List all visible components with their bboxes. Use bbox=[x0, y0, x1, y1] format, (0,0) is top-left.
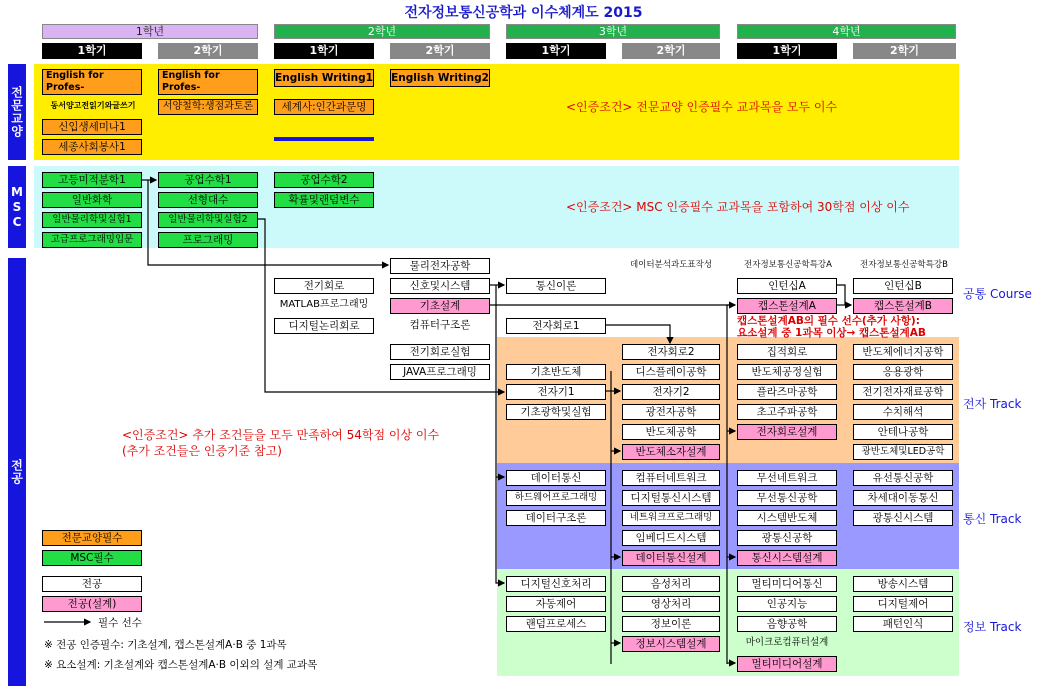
course-data-analysis: 데이터분석과도표작성 bbox=[629, 260, 713, 270]
legend-general: 전문교양필수 bbox=[42, 530, 142, 546]
semester-header: 1학기 bbox=[42, 43, 142, 59]
course-display: 디스플레이공학 bbox=[622, 364, 720, 380]
course-numerical-analysis: 수치해석 bbox=[853, 404, 953, 420]
legend-msc: MSC필수 bbox=[42, 550, 142, 566]
course-classic-reading: 동서양고전읽기와글쓰기 bbox=[50, 101, 136, 110]
course-freshman-seminar: 신입생세미나1 bbox=[42, 119, 142, 135]
course-applied-optics: 응용광학 bbox=[853, 364, 953, 380]
page-title: 전자정보통신공학과 이수체계도 2015 bbox=[404, 5, 643, 21]
course-advanced-programming: 고급프로그래밍입문 bbox=[42, 232, 142, 248]
course-signals-systems: 신호및시스템 bbox=[390, 278, 490, 294]
course-world-history: 세계사:인간과문명 bbox=[274, 99, 374, 115]
course-probability: 확률및랜덤변수 bbox=[274, 192, 374, 208]
semester-header: 1학기 bbox=[274, 43, 374, 59]
course-english-prof-2: English for Profes- bbox=[158, 69, 258, 95]
course-special-topics-a: 전자정보통신공학특강A bbox=[744, 260, 832, 270]
course-english-writing-1: English Writing1 bbox=[274, 69, 374, 87]
legend-major-design: 전공(설계) bbox=[42, 596, 142, 612]
course-speech-processing: 음성처리 bbox=[622, 576, 720, 592]
course-wired-comm: 유선통신공학 bbox=[853, 470, 953, 486]
course-social-service: 세종사회봉사1 bbox=[42, 139, 142, 155]
course-capstone-a: 캡스톤설계A bbox=[737, 298, 837, 314]
course-java: JAVA프로그래밍 bbox=[390, 364, 490, 380]
course-network-programming: 네트워크프로그래밍 bbox=[622, 510, 720, 526]
semester-header: 1학기 bbox=[506, 43, 606, 59]
section-label-major: 전공 bbox=[8, 258, 26, 686]
course-circuit-design: 전자회로설계 bbox=[737, 424, 837, 440]
course-calculus-1: 고등미적분학1 bbox=[42, 172, 142, 188]
track-label-information: 정보 Track bbox=[963, 620, 1022, 634]
semester-header: 1학기 bbox=[737, 43, 837, 59]
course-information-theory: 정보이론 bbox=[622, 616, 720, 632]
course-system-semiconductor: 시스템반도체 bbox=[737, 510, 837, 526]
course-physical-electronics: 물리전자공학 bbox=[390, 258, 490, 274]
course-computer-network: 컴퓨터네트워크 bbox=[622, 470, 720, 486]
capstone-note-2: 요소설계 중 1과목 이상→ 캡스톤설계AB bbox=[737, 327, 926, 339]
course-comm-system-design: 통신시스템설계 bbox=[737, 550, 837, 566]
course-microcomputer-design: 마이크로컴퓨터설계 bbox=[745, 637, 829, 648]
year-4-header: 4학년 bbox=[737, 24, 956, 39]
course-physics-lab-1: 일반물리학및실험1 bbox=[42, 212, 142, 228]
course-digital-comm-system: 디지털통신시스템 bbox=[622, 490, 720, 506]
course-computer-architecture: 컴퓨터구조론 bbox=[409, 319, 471, 331]
track-label-common: 공통 Course bbox=[963, 287, 1032, 301]
course-linear-algebra: 선형대수 bbox=[158, 192, 258, 208]
course-plasma: 플라즈마공학 bbox=[737, 384, 837, 400]
course-circuit: 전기회로 bbox=[274, 278, 374, 294]
track-label-electronic: 전자 Track bbox=[963, 397, 1022, 411]
course-data-comm: 데이터통신 bbox=[506, 470, 606, 486]
course-internship-a: 인턴십A bbox=[737, 278, 837, 294]
course-general-chemistry: 일반화학 bbox=[42, 192, 142, 208]
legend-arrow-label: 필수 선수 bbox=[98, 617, 142, 629]
course-multimedia-comm: 멀티미디어통신 bbox=[737, 576, 837, 592]
course-digital-control: 디지털제어 bbox=[853, 596, 953, 612]
course-basic-design: 기초설계 bbox=[390, 298, 490, 314]
course-english-prof-1: English for Profes- bbox=[42, 69, 142, 95]
year-2-header: 2학년 bbox=[274, 24, 490, 39]
arrow bbox=[496, 285, 504, 583]
capstone-note-1: 캡스톤설계AB의 필수 선수(추가 사항): bbox=[737, 315, 920, 327]
course-engineering-math-1: 공업수학1 bbox=[158, 172, 258, 188]
course-optical-comm: 광통신공학 bbox=[737, 530, 837, 546]
course-optical-comm-system: 광통신시스템 bbox=[853, 510, 953, 526]
course-optoelectronics: 광전자공학 bbox=[622, 404, 720, 420]
course-semiconductor-energy: 반도체에너지공학 bbox=[853, 344, 953, 360]
course-electronic-circuit-2: 전자회로2 bbox=[622, 344, 720, 360]
legend-note-1: ※ 전공 인증필수: 기초설계, 캡스톤설계A·B 중 1과목 bbox=[44, 639, 287, 651]
course-capstone-b: 캡스톤설계B bbox=[853, 298, 953, 314]
course-random-process: 랜덤프로세스 bbox=[506, 616, 606, 632]
course-info-system-design: 정보시스템설계 bbox=[622, 636, 720, 652]
course-western-philosophy: 서양철학:생점과토론 bbox=[158, 99, 258, 115]
course-multimedia-design: 멀티미디어설계 bbox=[737, 656, 837, 672]
underline-mark bbox=[274, 137, 374, 141]
course-dsp: 디지털신호처리 bbox=[506, 576, 606, 592]
course-special-topics-b: 전자정보통신공학특강B bbox=[860, 260, 948, 270]
course-communication-theory: 통신이론 bbox=[506, 278, 606, 294]
course-acoustics: 음향공학 bbox=[737, 616, 837, 632]
course-semiconductor-eng: 반도체공학 bbox=[622, 424, 720, 440]
year-3-header: 3학년 bbox=[506, 24, 720, 39]
course-digital-logic: 디지털논리회로 bbox=[274, 318, 374, 334]
course-wireless-comm: 무선통신공학 bbox=[737, 490, 837, 506]
course-automatic-control: 자동제어 bbox=[506, 596, 606, 612]
course-physics-lab-2: 일반물리학및실험2 bbox=[158, 212, 258, 228]
semester-header: 2학기 bbox=[390, 43, 490, 59]
semester-header: 2학기 bbox=[158, 43, 258, 59]
course-electromagnetics-1: 전자기1 bbox=[506, 384, 606, 400]
course-ai: 인공지능 bbox=[737, 596, 837, 612]
course-circuit-lab: 전기회로실험 bbox=[390, 344, 490, 360]
major-condition-1: <인증조건> 추가 조건들을 모두 만족하여 54학점 이상 이수 bbox=[122, 428, 440, 442]
course-matlab: MATLAB프로그래밍 bbox=[279, 299, 369, 310]
course-wireless-network: 무선네트워크 bbox=[737, 470, 837, 486]
course-electromagnetics-2: 전자기2 bbox=[622, 384, 720, 400]
course-integrated-circuit: 집적회로 bbox=[737, 344, 837, 360]
legend-note-2: ※ 요소설계: 기초설계와 캡스톤설계A·B 이외의 설계 교과목 bbox=[44, 659, 318, 671]
course-pattern-recognition: 패턴인식 bbox=[853, 616, 953, 632]
section-label-general: 전문교양 bbox=[8, 64, 26, 160]
track-label-communication: 통신 Track bbox=[963, 512, 1022, 526]
semester-header: 2학기 bbox=[853, 43, 956, 59]
course-embedded: 임베디드시스템 bbox=[622, 530, 720, 546]
course-hardware-programming: 하드웨어프로그래밍 bbox=[506, 490, 606, 506]
course-led: 광반도체및LED공학 bbox=[853, 444, 953, 460]
course-english-writing-2: English Writing2 bbox=[390, 69, 490, 87]
major-condition-2: (추가 조건들은 인증기준 참고) bbox=[122, 444, 282, 458]
course-semiconductor-design: 반도체소자설계 bbox=[622, 444, 720, 460]
arrow bbox=[837, 285, 845, 305]
course-electronic-circuit-1: 전자회로1 bbox=[506, 318, 606, 334]
legend-major: 전공 bbox=[42, 576, 142, 592]
course-microwave: 초고주파공학 bbox=[737, 404, 837, 420]
course-broadcast-system: 방송시스템 bbox=[853, 576, 953, 592]
course-data-structure: 데이터구조론 bbox=[506, 510, 606, 526]
year-1-header: 1학년 bbox=[42, 24, 258, 39]
msc-condition: <인증조건> MSC 인증필수 교과목을 포함하여 30학점 이상 이수 bbox=[566, 200, 910, 214]
course-basic-semiconductor: 기초반도체 bbox=[506, 364, 606, 380]
course-materials: 전기전자재료공학 bbox=[853, 384, 953, 400]
course-programming: 프로그래밍 bbox=[158, 232, 258, 248]
course-image-processing: 영상처리 bbox=[622, 596, 720, 612]
course-basic-optics: 기초광학및실험 bbox=[506, 404, 606, 420]
section-label-msc: MSC bbox=[8, 166, 26, 248]
course-semiconductor-process: 반도체공정실험 bbox=[737, 364, 837, 380]
course-next-gen-mobile: 차세대이동통신 bbox=[853, 490, 953, 506]
semester-header: 2학기 bbox=[622, 43, 720, 59]
course-data-comm-design: 데이터통신설계 bbox=[622, 550, 720, 566]
course-engineering-math-2: 공업수학2 bbox=[274, 172, 374, 188]
course-antenna: 안테나공학 bbox=[853, 424, 953, 440]
arrow bbox=[606, 325, 670, 343]
course-internship-b: 인턴십B bbox=[853, 278, 953, 294]
general-condition: <인증조건> 전문교양 인증필수 교과목을 모두 이수 bbox=[566, 100, 838, 114]
